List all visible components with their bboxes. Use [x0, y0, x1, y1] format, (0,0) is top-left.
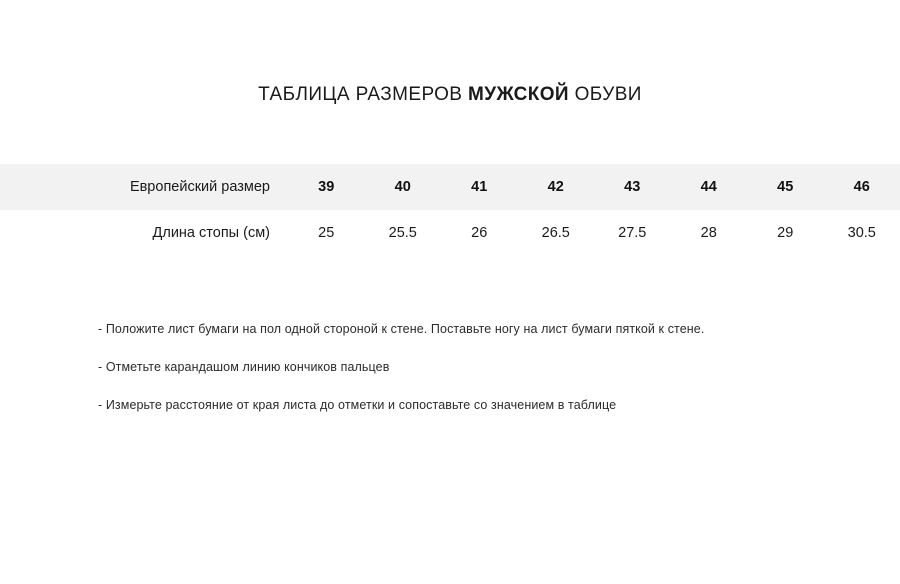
- size-cell: 46: [824, 164, 900, 210]
- row-label-european-size: Европейский размер: [0, 164, 288, 210]
- title-part-1: ТАБЛИЦА РАЗМЕРОВ: [258, 84, 468, 105]
- instruction-step: - Отметьте карандашом линию кончиков пальцев: [98, 360, 860, 374]
- measurement-instructions: [0, 322, 900, 412]
- size-cell: 45: [747, 164, 824, 210]
- size-cell: 43: [594, 164, 671, 210]
- foot-length-cell: 30.5: [824, 210, 900, 256]
- size-table: [0, 164, 900, 256]
- size-cell: 40: [365, 164, 442, 210]
- table-row-european-size: [0, 164, 900, 210]
- foot-length-cell: 25: [288, 210, 365, 256]
- foot-length-cell: 29: [747, 210, 824, 256]
- instruction-step: - Измерьте расстояние от края листа до отметки и сопоставьте со значением в таблице: [98, 398, 860, 412]
- size-cell: 39: [288, 164, 365, 210]
- foot-length-cell: 26: [441, 210, 518, 256]
- foot-length-cell: 27.5: [594, 210, 671, 256]
- row-label-foot-length: Длина стопы (см): [0, 210, 288, 256]
- size-cell: 44: [671, 164, 748, 210]
- foot-length-cell: 26.5: [518, 210, 595, 256]
- foot-length-cell: 28: [671, 210, 748, 256]
- size-table-wrapper: [0, 164, 900, 256]
- page-title: [0, 84, 900, 106]
- size-cell: 42: [518, 164, 595, 210]
- title-part-2: ОБУВИ: [569, 84, 642, 105]
- table-row-foot-length: [0, 210, 900, 256]
- foot-length-cell: 25.5: [365, 210, 442, 256]
- size-chart-page: [0, 84, 900, 584]
- size-cell: 41: [441, 164, 518, 210]
- instruction-step: - Положите лист бумаги на пол одной стороной к стене. Поставьте ногу на лист бумаги пяткой к стене.: [98, 322, 860, 336]
- title-emphasis: МУЖСКОЙ: [468, 84, 569, 105]
